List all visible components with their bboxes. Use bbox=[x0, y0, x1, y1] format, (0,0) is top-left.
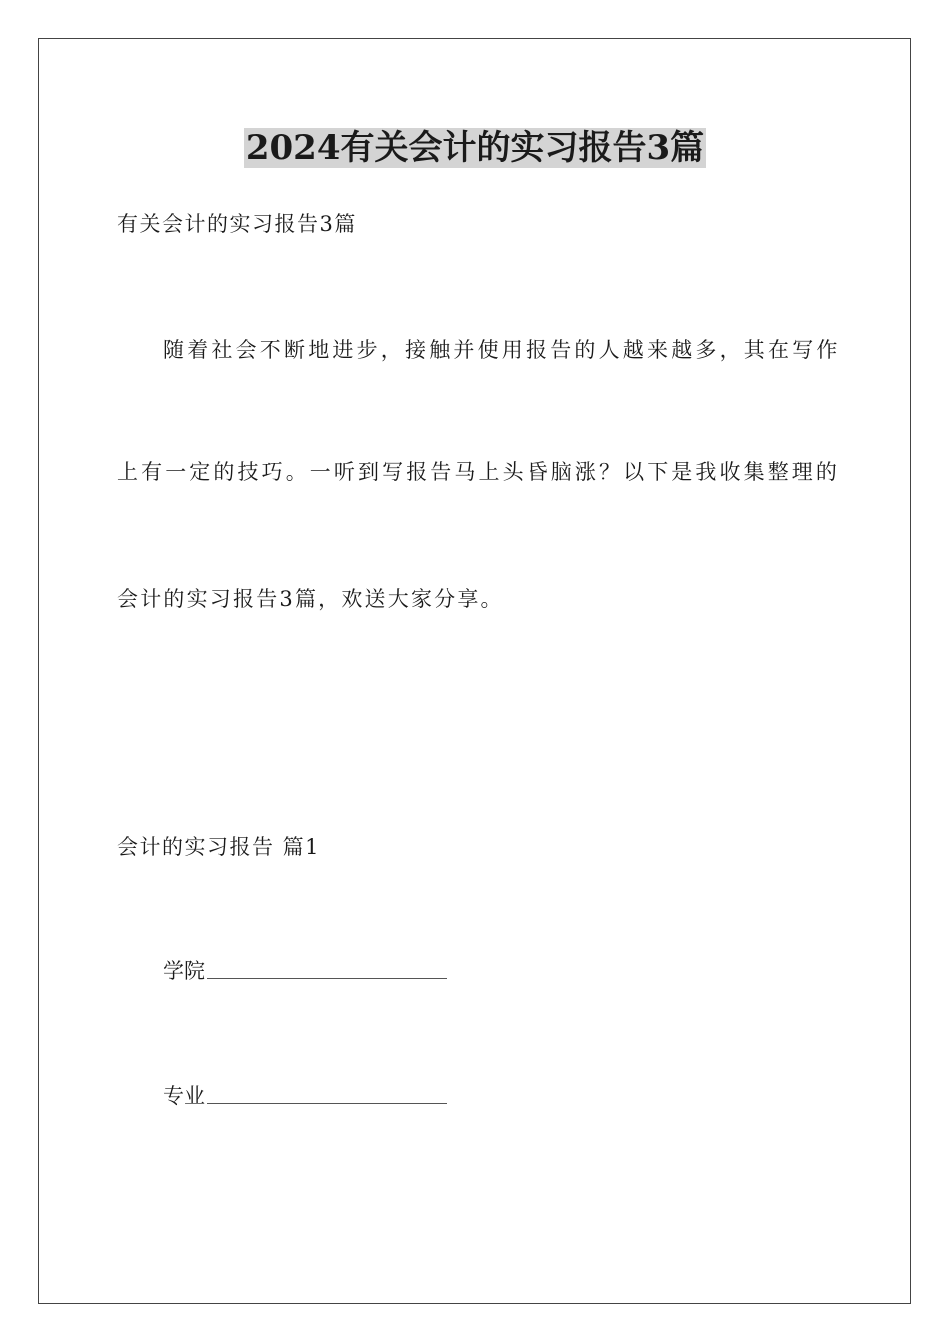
intro-line-1: 随着社会不断地进步，接触并使用报告的人越来越多，其在写作 bbox=[163, 338, 841, 362]
title-container bbox=[0, 128, 950, 168]
major-label: 专业 bbox=[163, 1084, 205, 1108]
document-title: 2024有关会计的实习报告3篇 bbox=[245, 128, 705, 168]
document-subtitle: 有关会计的实习报告3篇 bbox=[117, 212, 357, 236]
college-blank-line[interactable] bbox=[207, 977, 447, 979]
college-field bbox=[163, 957, 447, 985]
intro-line-3: 会计的实习报告3篇，欢送大家分享。 bbox=[117, 587, 504, 611]
major-blank-line[interactable] bbox=[207, 1102, 447, 1104]
college-label: 学院 bbox=[163, 959, 205, 983]
section-heading: 会计的实习报告 篇1 bbox=[117, 835, 321, 859]
intro-line-2: 上有一定的技巧。一听到写报告马上头昏脑涨？以下是我收集整理的 bbox=[117, 460, 840, 484]
major-field bbox=[163, 1082, 447, 1110]
